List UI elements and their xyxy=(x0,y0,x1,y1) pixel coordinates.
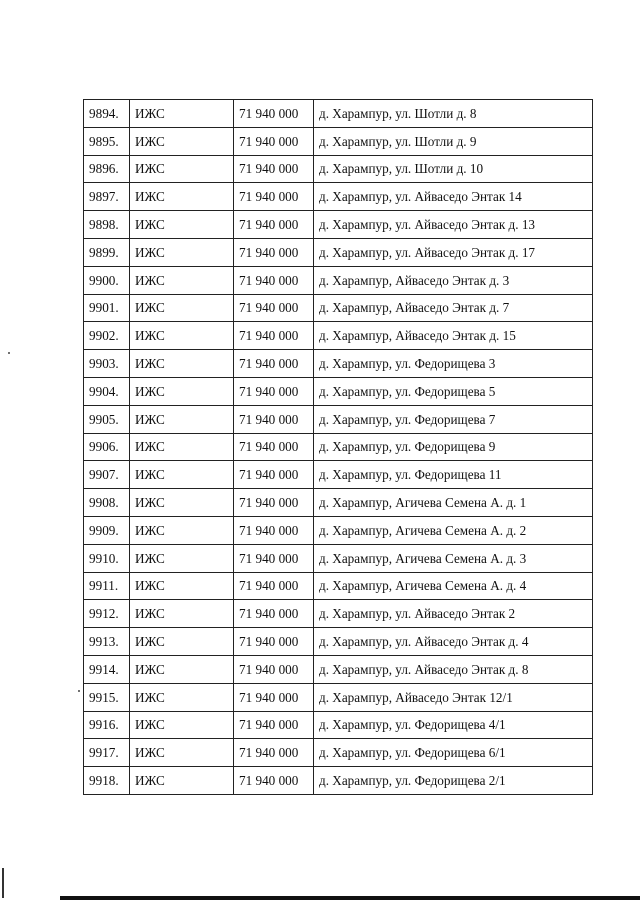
row-number-cell: 9917. xyxy=(84,739,130,767)
address-cell: д. Харампур, Айваседо Энтак д. 7 xyxy=(314,294,593,322)
row-number-cell: 9899. xyxy=(84,238,130,266)
address-cell: д. Харампур, Агичева Семена А. д. 2 xyxy=(314,516,593,544)
row-number-cell: 9903. xyxy=(84,350,130,378)
address-cell: д. Харампур, ул. Айваседо Энтак 14 xyxy=(314,183,593,211)
table-row xyxy=(84,739,593,767)
row-number-cell: 9900. xyxy=(84,266,130,294)
table-row xyxy=(84,266,593,294)
row-number-cell: 9901. xyxy=(84,294,130,322)
address-cell: д. Харампур, ул. Федорищева 9 xyxy=(314,433,593,461)
address-cell: д. Харампур, ул. Федорищева 2/1 xyxy=(314,767,593,795)
oktmo-code-cell: 71 940 000 xyxy=(234,322,314,350)
row-number-cell: 9910. xyxy=(84,544,130,572)
oktmo-code-cell: 71 940 000 xyxy=(234,600,314,628)
table-row xyxy=(84,628,593,656)
object-type-cell: ИЖС xyxy=(130,183,234,211)
address-cell: д. Харампур, ул. Айваседо Энтак д. 4 xyxy=(314,628,593,656)
table-row xyxy=(84,544,593,572)
table-row xyxy=(84,350,593,378)
row-number-cell: 9916. xyxy=(84,711,130,739)
address-cell: д. Харампур, ул. Айваседо Энтак 2 xyxy=(314,600,593,628)
object-type-cell: ИЖС xyxy=(130,377,234,405)
address-cell: д. Харампур, ул. Шотли д. 8 xyxy=(314,100,593,128)
object-type-cell: ИЖС xyxy=(130,322,234,350)
object-type-cell: ИЖС xyxy=(130,100,234,128)
address-cell: д. Харампур, ул. Федорищева 7 xyxy=(314,405,593,433)
object-type-cell: ИЖС xyxy=(130,767,234,795)
object-type-cell: ИЖС xyxy=(130,655,234,683)
object-type-cell: ИЖС xyxy=(130,711,234,739)
address-cell: д. Харампур, ул. Федорищева 3 xyxy=(314,350,593,378)
object-type-cell: ИЖС xyxy=(130,461,234,489)
object-type-cell: ИЖС xyxy=(130,739,234,767)
address-cell: д. Харампур, Агичева Семена А. д. 4 xyxy=(314,572,593,600)
address-cell: д. Харампур, Айваседо Энтак 12/1 xyxy=(314,683,593,711)
oktmo-code-cell: 71 940 000 xyxy=(234,238,314,266)
object-type-cell: ИЖС xyxy=(130,683,234,711)
address-cell: д. Харампур, Агичева Семена А. д. 3 xyxy=(314,544,593,572)
oktmo-code-cell: 71 940 000 xyxy=(234,628,314,656)
row-number-cell: 9909. xyxy=(84,516,130,544)
oktmo-code-cell: 71 940 000 xyxy=(234,711,314,739)
row-number-cell: 9911. xyxy=(84,572,130,600)
oktmo-code-cell: 71 940 000 xyxy=(234,155,314,183)
table-row xyxy=(84,294,593,322)
table-row xyxy=(84,572,593,600)
table-row xyxy=(84,155,593,183)
oktmo-code-cell: 71 940 000 xyxy=(234,572,314,600)
oktmo-code-cell: 71 940 000 xyxy=(234,127,314,155)
bottom-scan-edge xyxy=(60,896,640,900)
oktmo-code-cell: 71 940 000 xyxy=(234,767,314,795)
object-type-cell: ИЖС xyxy=(130,433,234,461)
table-row xyxy=(84,516,593,544)
table-row xyxy=(84,238,593,266)
address-cell: д. Харампур, ул. Федорищева 11 xyxy=(314,461,593,489)
oktmo-code-cell: 71 940 000 xyxy=(234,294,314,322)
oktmo-code-cell: 71 940 000 xyxy=(234,461,314,489)
object-type-cell: ИЖС xyxy=(130,544,234,572)
address-cell: д. Харампур, ул. Федорищева 6/1 xyxy=(314,739,593,767)
row-number-cell: 9915. xyxy=(84,683,130,711)
row-number-cell: 9907. xyxy=(84,461,130,489)
oktmo-code-cell: 71 940 000 xyxy=(234,544,314,572)
table-row xyxy=(84,600,593,628)
object-type-cell: ИЖС xyxy=(130,350,234,378)
address-cell: д. Харампур, Агичева Семена А. д. 1 xyxy=(314,489,593,517)
row-number-cell: 9904. xyxy=(84,377,130,405)
table-row xyxy=(84,683,593,711)
left-scan-mark xyxy=(2,868,4,898)
object-type-cell: ИЖС xyxy=(130,516,234,544)
address-cell: д. Харампур, ул. Федорищева 5 xyxy=(314,377,593,405)
row-number-cell: 9906. xyxy=(84,433,130,461)
row-number-cell: 9908. xyxy=(84,489,130,517)
oktmo-code-cell: 71 940 000 xyxy=(234,655,314,683)
address-cell: д. Харампур, ул. Айваседо Энтак д. 17 xyxy=(314,238,593,266)
oktmo-code-cell: 71 940 000 xyxy=(234,489,314,517)
object-type-cell: ИЖС xyxy=(130,238,234,266)
table-row xyxy=(84,377,593,405)
object-type-cell: ИЖС xyxy=(130,211,234,239)
oktmo-code-cell: 71 940 000 xyxy=(234,266,314,294)
oktmo-code-cell: 71 940 000 xyxy=(234,405,314,433)
table-row xyxy=(84,127,593,155)
row-number-cell: 9898. xyxy=(84,211,130,239)
oktmo-code-cell: 71 940 000 xyxy=(234,683,314,711)
oktmo-code-cell: 71 940 000 xyxy=(234,433,314,461)
scan-speck xyxy=(8,352,10,354)
table-row xyxy=(84,711,593,739)
table-row xyxy=(84,767,593,795)
oktmo-code-cell: 71 940 000 xyxy=(234,516,314,544)
row-number-cell: 9913. xyxy=(84,628,130,656)
oktmo-code-cell: 71 940 000 xyxy=(234,350,314,378)
address-cell: д. Харампур, ул. Федорищева 4/1 xyxy=(314,711,593,739)
registry-table xyxy=(83,99,593,795)
table-row xyxy=(84,655,593,683)
address-cell: д. Харампур, Айваседо Энтак д. 3 xyxy=(314,266,593,294)
row-number-cell: 9896. xyxy=(84,155,130,183)
object-type-cell: ИЖС xyxy=(130,489,234,517)
table-row xyxy=(84,183,593,211)
row-number-cell: 9894. xyxy=(84,100,130,128)
object-type-cell: ИЖС xyxy=(130,294,234,322)
row-number-cell: 9905. xyxy=(84,405,130,433)
table-row xyxy=(84,100,593,128)
oktmo-code-cell: 71 940 000 xyxy=(234,183,314,211)
address-cell: д. Харампур, ул. Айваседо Энтак д. 8 xyxy=(314,655,593,683)
table-row xyxy=(84,433,593,461)
object-type-cell: ИЖС xyxy=(130,155,234,183)
table-row xyxy=(84,461,593,489)
address-cell: д. Харампур, ул. Айваседо Энтак д. 13 xyxy=(314,211,593,239)
scan-speck xyxy=(78,690,80,692)
oktmo-code-cell: 71 940 000 xyxy=(234,377,314,405)
object-type-cell: ИЖС xyxy=(130,600,234,628)
row-number-cell: 9918. xyxy=(84,767,130,795)
object-type-cell: ИЖС xyxy=(130,572,234,600)
address-cell: д. Харампур, Айваседо Энтак д. 15 xyxy=(314,322,593,350)
table-row xyxy=(84,405,593,433)
object-type-cell: ИЖС xyxy=(130,405,234,433)
oktmo-code-cell: 71 940 000 xyxy=(234,739,314,767)
table-row xyxy=(84,211,593,239)
object-type-cell: ИЖС xyxy=(130,266,234,294)
address-cell: д. Харампур, ул. Шотли д. 10 xyxy=(314,155,593,183)
registry-table-body xyxy=(84,100,593,795)
table-row xyxy=(84,489,593,517)
address-cell: д. Харампур, ул. Шотли д. 9 xyxy=(314,127,593,155)
row-number-cell: 9912. xyxy=(84,600,130,628)
row-number-cell: 9897. xyxy=(84,183,130,211)
object-type-cell: ИЖС xyxy=(130,127,234,155)
row-number-cell: 9914. xyxy=(84,655,130,683)
object-type-cell: ИЖС xyxy=(130,628,234,656)
table-row xyxy=(84,322,593,350)
row-number-cell: 9895. xyxy=(84,127,130,155)
row-number-cell: 9902. xyxy=(84,322,130,350)
oktmo-code-cell: 71 940 000 xyxy=(234,211,314,239)
oktmo-code-cell: 71 940 000 xyxy=(234,100,314,128)
